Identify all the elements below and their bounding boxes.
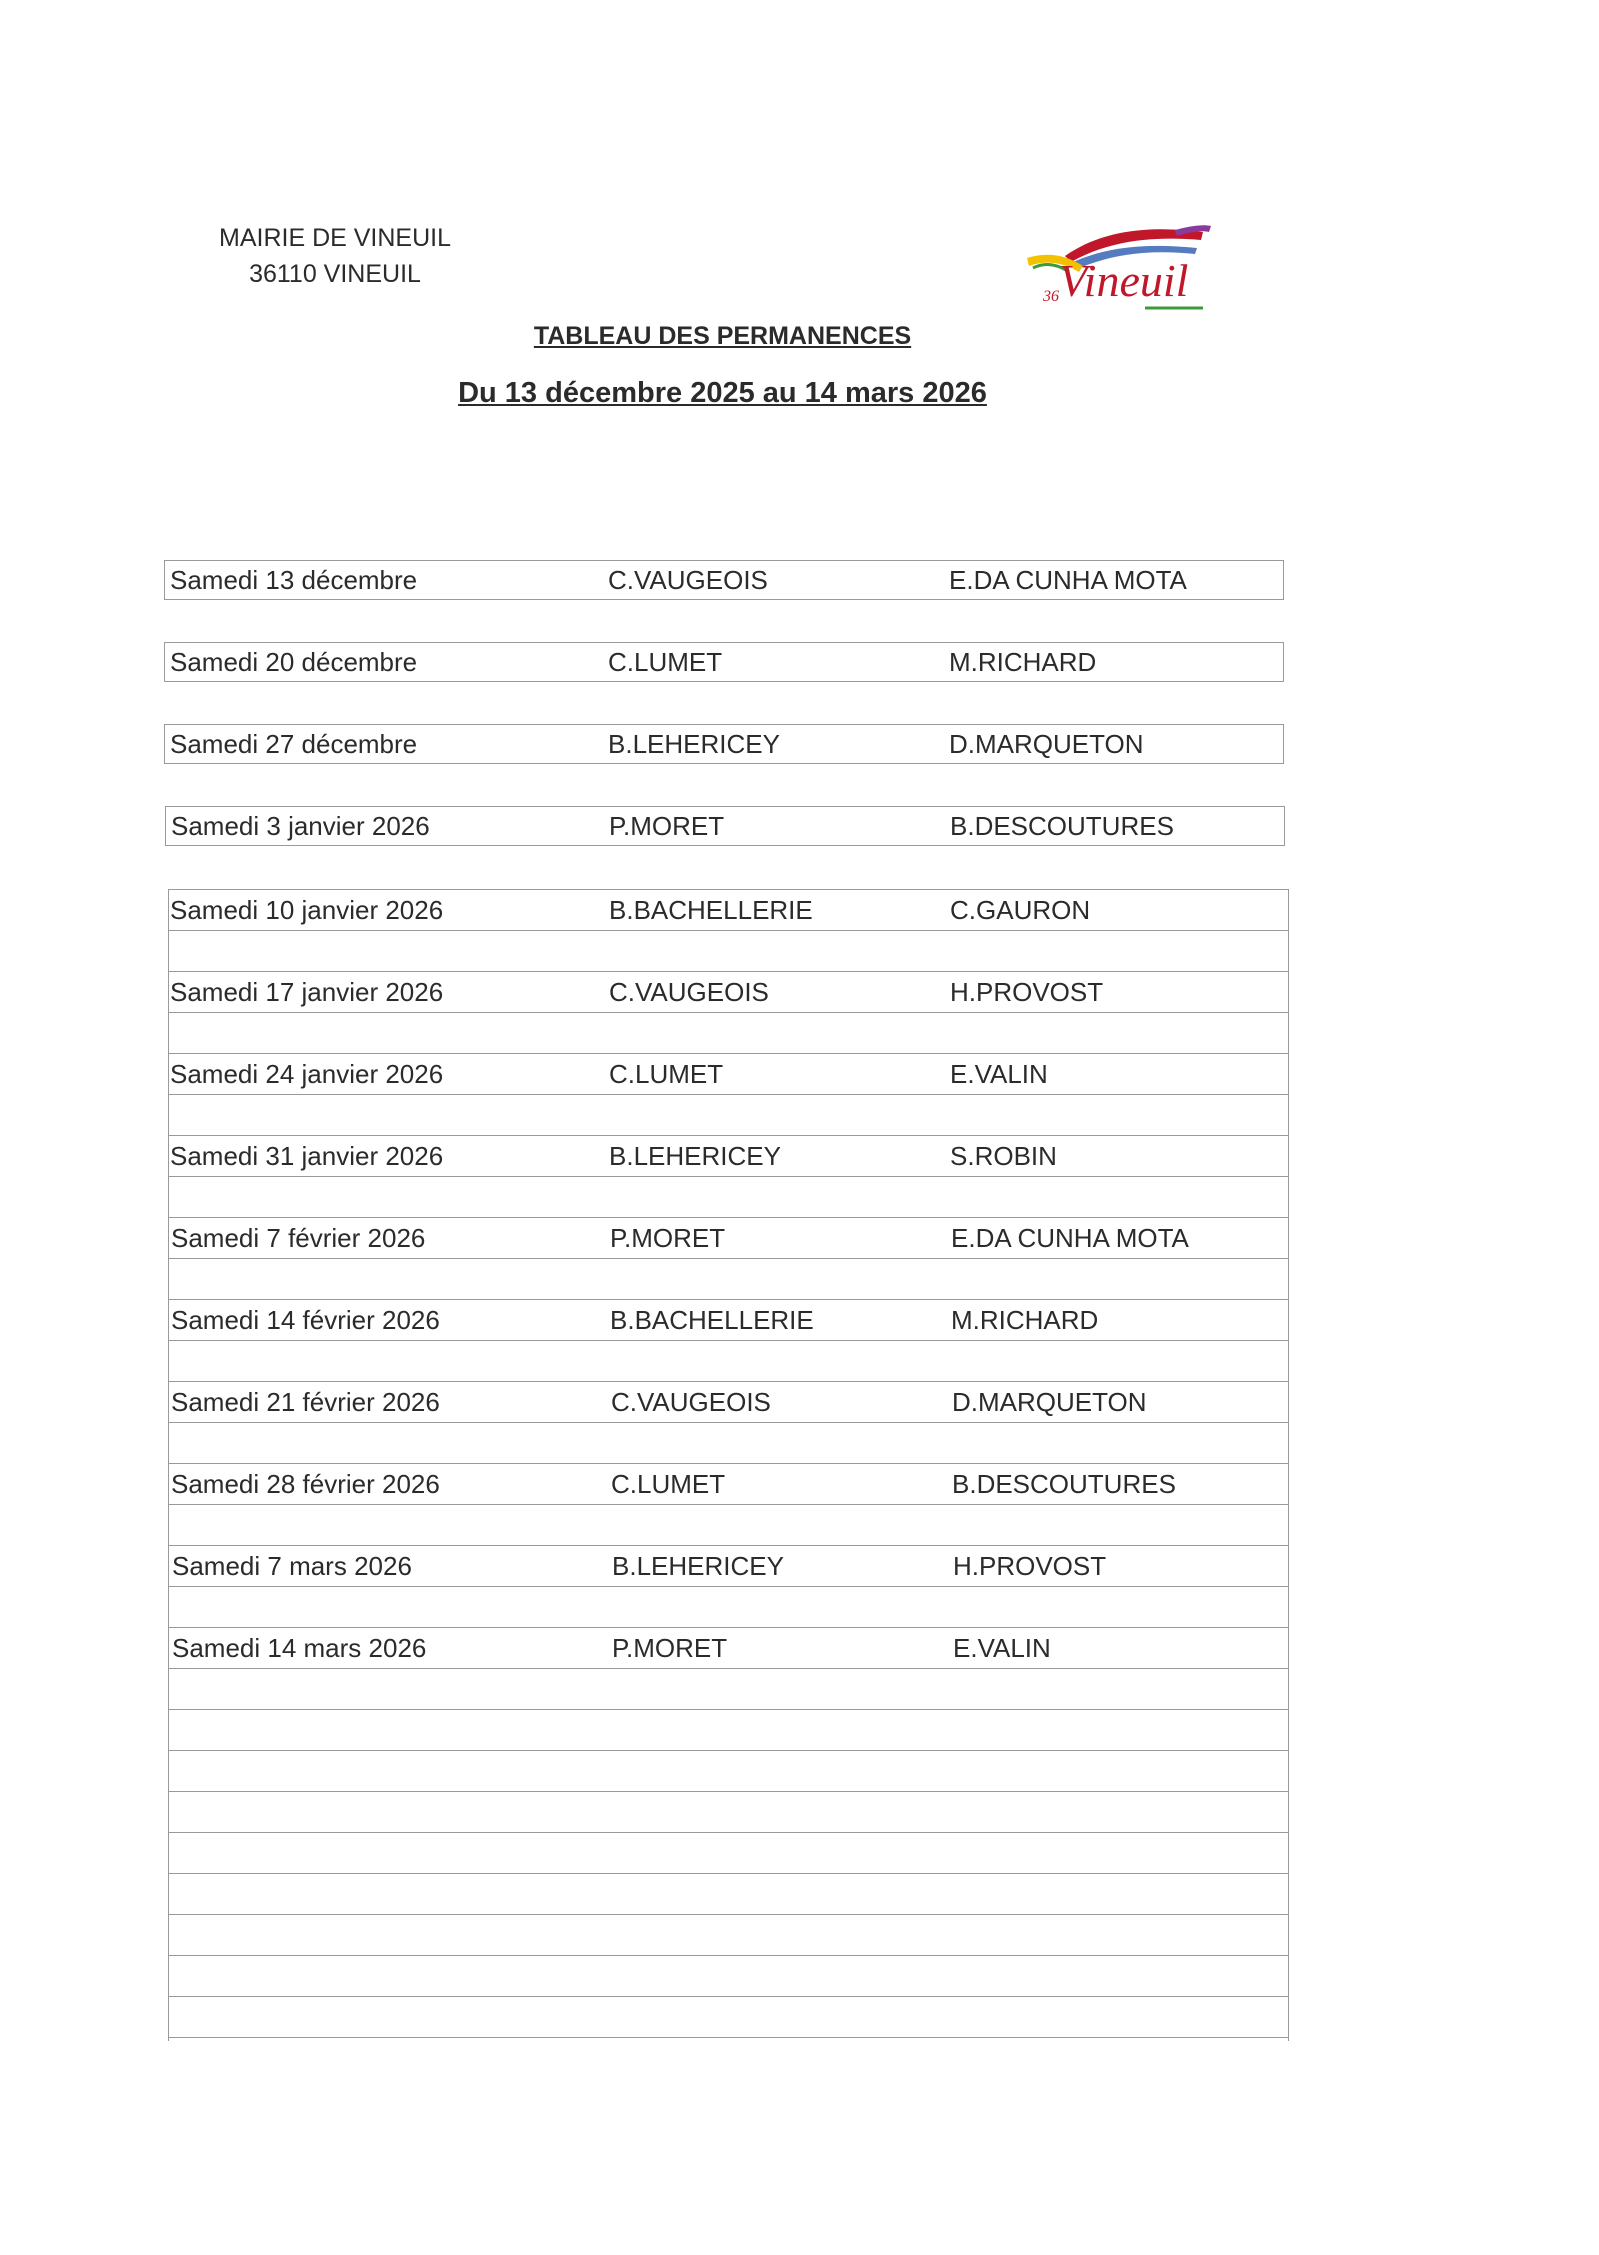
- row-person-2: M.RICHARD: [951, 1305, 1099, 1335]
- logo-wordmark: Vineuil: [1059, 255, 1189, 306]
- schedule-grid: [168, 889, 1289, 2041]
- grid-rule: [168, 1135, 1289, 1136]
- grid-rule: [168, 2037, 1289, 2038]
- grid-rule: [168, 1955, 1289, 1956]
- grid-rule: [168, 1217, 1289, 1218]
- row-date: Samedi 28 février 2026: [171, 1469, 440, 1499]
- row-person-2: C.GAURON: [950, 895, 1091, 925]
- grid-rule: [168, 1545, 1289, 1546]
- row-date: Samedi 3 janvier 2026: [171, 811, 430, 841]
- grid-left-border: [168, 889, 169, 2041]
- row-date: Samedi 21 février 2026: [171, 1387, 440, 1417]
- row-person-2: M.RICHARD: [949, 647, 1097, 677]
- table-row: [164, 724, 1284, 764]
- grid-rule: [168, 1176, 1289, 1177]
- grid-rule: [168, 1627, 1289, 1628]
- row-person-1: B.BACHELLERIE: [609, 895, 813, 925]
- grid-rule: [168, 1258, 1289, 1259]
- row-date: Samedi 10 janvier 2026: [170, 895, 444, 925]
- row-date: Samedi 13 décembre: [170, 565, 418, 595]
- row-date: Samedi 17 janvier 2026: [170, 977, 444, 1007]
- grid-rule: [168, 930, 1289, 931]
- grid-rule: [168, 1750, 1289, 1751]
- grid-rule: [168, 1791, 1289, 1792]
- grid-rule: [168, 1873, 1289, 1874]
- row-person-1: C.LUMET: [611, 1469, 726, 1499]
- grid-rule: [168, 1914, 1289, 1915]
- table-row: [165, 806, 1285, 846]
- row-date: Samedi 14 février 2026: [171, 1305, 440, 1335]
- row-person-2: E.DA CUNHA MOTA: [951, 1223, 1189, 1253]
- row-person-2: E.DA CUNHA MOTA: [949, 565, 1187, 595]
- logo-number: 36: [1043, 288, 1059, 305]
- row-date: Samedi 14 mars 2026: [172, 1633, 427, 1663]
- row-person-2: E.VALIN: [950, 1059, 1048, 1089]
- grid-rule: [168, 1381, 1289, 1382]
- row-person-1: B.LEHERICEY: [612, 1551, 784, 1581]
- row-person-2: B.DESCOUTURES: [950, 811, 1174, 841]
- grid-rule: [168, 1996, 1289, 1997]
- grid-right-border: [1288, 889, 1289, 2041]
- row-person-1: P.MORET: [609, 811, 725, 841]
- table-row: [164, 560, 1284, 600]
- row-date: Samedi 24 janvier 2026: [170, 1059, 444, 1089]
- grid-rule: [168, 1709, 1289, 1710]
- row-person-1: P.MORET: [612, 1633, 728, 1663]
- row-person-1: C.VAUGEOIS: [609, 977, 769, 1007]
- grid-rule: [168, 1422, 1289, 1423]
- row-person-1: B.LEHERICEY: [609, 1141, 781, 1171]
- grid-rule: [168, 1504, 1289, 1505]
- grid-rule: [168, 1053, 1289, 1054]
- address-block: [200, 220, 470, 292]
- row-person-2: D.MARQUETON: [949, 729, 1144, 759]
- row-person-2: E.VALIN: [953, 1633, 1051, 1663]
- row-date: Samedi 7 février 2026: [171, 1223, 426, 1253]
- row-person-1: P.MORET: [610, 1223, 726, 1253]
- row-person-2: B.DESCOUTURES: [952, 1469, 1176, 1499]
- grid-rule: [168, 1094, 1289, 1095]
- table-row: [164, 642, 1284, 682]
- grid-rule: [168, 1832, 1289, 1833]
- grid-rule: [168, 1012, 1289, 1013]
- org-name: MAIRIE DE VINEUIL: [219, 224, 451, 252]
- grid-rule: [168, 1463, 1289, 1464]
- row-person-1: C.VAUGEOIS: [608, 565, 768, 595]
- grid-rule: [168, 971, 1289, 972]
- grid-rule: [168, 889, 1289, 890]
- grid-rule: [168, 1668, 1289, 1669]
- page-title: TABLEAU DES PERMANENCES: [533, 322, 912, 350]
- page-subtitle: Du 13 décembre 2025 au 14 mars 2026: [458, 377, 987, 409]
- row-person-1: B.BACHELLERIE: [610, 1305, 814, 1335]
- row-date: Samedi 31 janvier 2026: [170, 1141, 444, 1171]
- row-person-1: B.LEHERICEY: [608, 729, 780, 759]
- row-date: Samedi 20 décembre: [170, 647, 418, 677]
- row-person-2: H.PROVOST: [953, 1551, 1107, 1581]
- row-person-1: C.LUMET: [608, 647, 723, 677]
- row-person-2: S.ROBIN: [950, 1141, 1057, 1171]
- vineuil-logo: [1025, 218, 1215, 318]
- grid-rule: [168, 1299, 1289, 1300]
- row-date: Samedi 7 mars 2026: [172, 1551, 412, 1581]
- org-address: 36110 VINEUIL: [249, 260, 421, 288]
- grid-rule: [168, 1586, 1289, 1587]
- row-person-2: H.PROVOST: [950, 977, 1104, 1007]
- grid-rule: [168, 1340, 1289, 1341]
- row-date: Samedi 27 décembre: [170, 729, 418, 759]
- row-person-2: D.MARQUETON: [952, 1387, 1147, 1417]
- row-person-1: C.LUMET: [609, 1059, 724, 1089]
- row-person-1: C.VAUGEOIS: [611, 1387, 771, 1417]
